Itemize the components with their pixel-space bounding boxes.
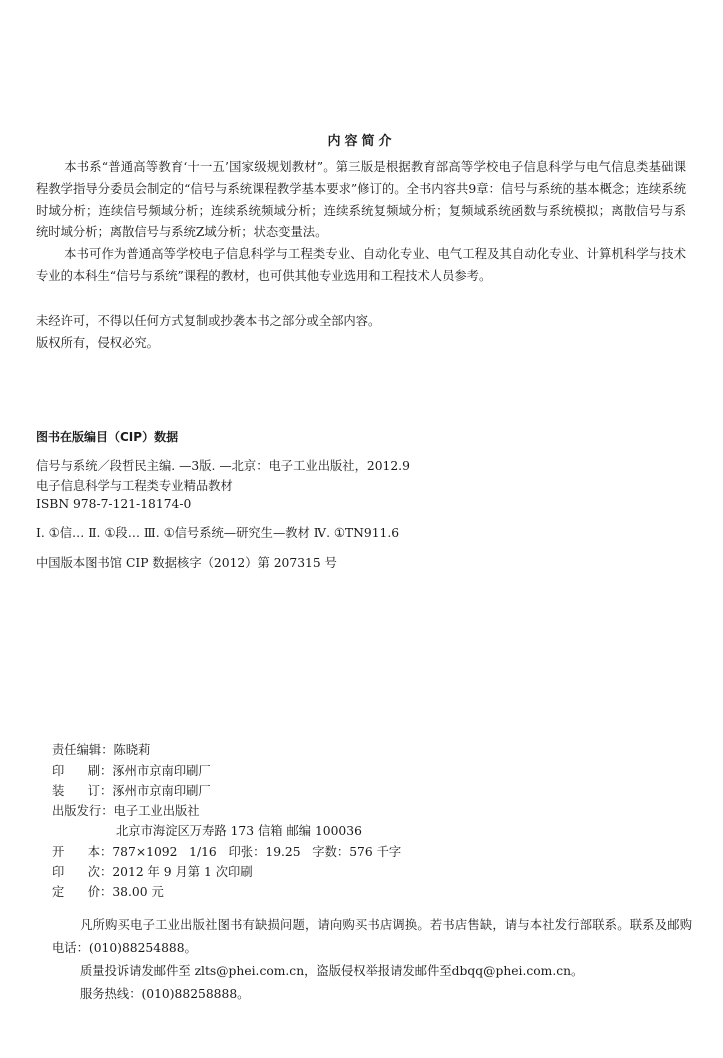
format-label: 开 本： xyxy=(52,845,113,859)
notice-line-3-text: 服务热线：(010)88258888。 xyxy=(80,987,250,1001)
binding-label: 装 订： xyxy=(52,784,113,798)
binding-value: 涿州市京南印刷厂 xyxy=(112,784,211,798)
editor-label: 责任编辑： xyxy=(52,743,114,757)
edition-label: 印 次： xyxy=(52,865,113,879)
notice-line-2 xyxy=(52,960,692,983)
notice-line-3 xyxy=(52,983,692,1006)
imprint-address: 北京市海淀区万寿路 173 信箱 邮编 100036 xyxy=(116,824,362,838)
imprint-format xyxy=(52,842,401,860)
copyright-line-2: 版权所有，侵权必究。 xyxy=(36,336,159,350)
cip-line-1: 信号与系统／段哲民主编. —3版. —北京：电子工业出版社，2012.9 xyxy=(36,459,410,473)
format-value: 787×1092 1/16 印张：19.25 字数：576 千字 xyxy=(112,845,402,859)
imprint-editor xyxy=(52,740,150,758)
imprint-price xyxy=(52,882,164,900)
imprint-publisher xyxy=(52,801,200,819)
copyright-line-1: 未经许可，不得以任何方式复制或抄袭本书之部分或全部内容。 xyxy=(36,314,381,328)
publisher-label: 出版发行： xyxy=(52,804,114,818)
edition-value: 2012 年 9 月第 1 次印刷 xyxy=(112,865,253,879)
imprint-binding xyxy=(52,781,211,799)
editor-value: 陈晓莉 xyxy=(113,743,151,757)
intro-paragraph-2-text: 本书可作为普通高等学校电子信息科学与工程类专业、自动化专业、电气工程及其自动化专业、计算机科学与技术专业的本科生“信号与系统”课程的教材，也可供其他专业选用和工程技术人员参考。 xyxy=(36,247,686,283)
cip-line-2: 电子信息科学与工程类专业精品教材 xyxy=(36,479,233,493)
intro-paragraph-2 xyxy=(36,244,686,288)
content-intro-title: 内容简介 xyxy=(327,134,396,149)
imprint-edition xyxy=(52,862,253,880)
publisher-value: 电子工业出版社 xyxy=(113,804,200,818)
intro-paragraph-1 xyxy=(36,157,686,244)
notice-block xyxy=(52,914,692,1006)
imprint-printer xyxy=(52,761,211,779)
notice-paragraph-1 xyxy=(52,914,692,960)
price-label: 定 价： xyxy=(52,885,113,899)
price-value: 38.00 元 xyxy=(112,885,164,899)
print-label: 印 刷： xyxy=(52,764,113,778)
content-intro-body xyxy=(36,157,686,288)
cip-isbn: ISBN 978-7-121-18174-0 xyxy=(36,497,192,511)
cip-heading: 图书在版编目（CIP）数据 xyxy=(36,430,179,444)
intro-paragraph-1-text: 本书系“普通高等教育‘十一五’国家级规划教材”。第三版是根据教育部高等学校电子信息科学与电气信息类基础课程教学指导分委员会制定的“信号与系统课程教学基本要求”修订的。全书内容共9章：信号与系统的基本概念；连续系统时域分析；连续信号频域分析；连续系统频域分析；连续系统复频域分析；复频域系统函数与系统模拟；离散信号与系统时域分析；离散信号与系统Z域分析；状态变量法。 xyxy=(36,160,686,240)
print-value: 涿州市京南印刷厂 xyxy=(112,764,211,778)
notice-paragraph-1-text: 凡所购买电子工业出版社图书有缺损问题，请向购买书店调换。若书店售缺，请与本社发行部联系。联系及邮购电话：(010)88254888。 xyxy=(52,918,692,955)
cip-classification: Ⅰ. ①信… Ⅱ. ①段… Ⅲ. ①信号系统—研究生—教材 Ⅳ. ①TN911.6 xyxy=(36,526,400,540)
cip-library: 中国版本图书馆 CIP 数据核字（2012）第 207315 号 xyxy=(36,556,337,570)
notice-line-2-text: 质量投诉请发邮件至 zlts@phei.com.cn，盗版侵权举报请发邮件至dbqq@phei.com.cn。 xyxy=(80,964,584,978)
